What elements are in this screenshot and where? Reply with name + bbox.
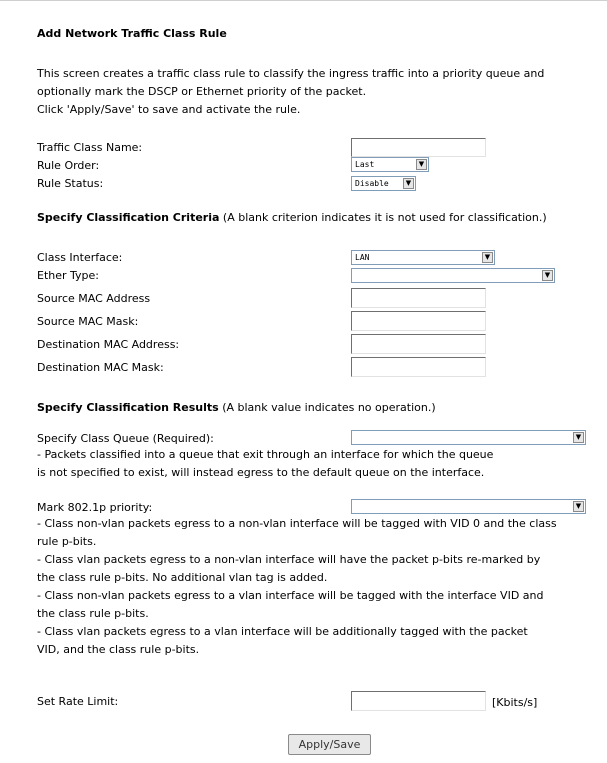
rate-limit-label: Set Rate Limit: [37, 695, 119, 708]
intro-text [37, 65, 597, 119]
priority-note-line: VID, and the class rule p-bits. [37, 643, 200, 656]
class-interface-select[interactable] [351, 250, 495, 265]
dest-mac-mask-label: Destination MAC Mask: [37, 361, 164, 374]
chevron-down-icon[interactable]: ▼ [542, 270, 553, 281]
source-mac-input[interactable] [351, 288, 486, 308]
priority-note-line: - Class non-vlan packets egress to a non-vlan interface will be tagged with VID 0 and the class [37, 517, 557, 530]
priority-note-line: - Class vlan packets egress to a non-vlan interface will have the packet p-bits re-marked by [37, 553, 541, 566]
criteria-header [37, 211, 547, 225]
criteria-note: (A blank criterion indicates it is not used for classification.) [222, 211, 547, 224]
results-note: (A blank value indicates no operation.) [222, 401, 436, 414]
results-heading: Specify Classification Results [37, 401, 219, 414]
chevron-down-icon[interactable]: ▼ [482, 252, 493, 263]
rule-order-select[interactable] [351, 157, 429, 172]
apply-save-button[interactable]: Apply/Save [288, 734, 371, 755]
intro-line-2: optionally mark the DSCP or Ethernet priority of the packet. [37, 85, 367, 98]
rule-order-label: Rule Order: [37, 159, 100, 172]
traffic-class-name-label: Traffic Class Name: [37, 141, 143, 154]
results-header [37, 401, 436, 415]
ether-type-select[interactable] [351, 268, 555, 283]
source-mac-mask-input[interactable] [351, 311, 486, 331]
class-interface-label: Class Interface: [37, 251, 123, 264]
intro-line-3: Click 'Apply/Save' to save and activate the rule. [37, 103, 301, 116]
chevron-down-icon[interactable]: ▼ [573, 432, 584, 443]
chevron-down-icon[interactable]: ▼ [403, 178, 414, 189]
top-border [0, 0, 607, 1]
chevron-down-icon[interactable]: ▼ [573, 501, 584, 512]
traffic-class-name-input[interactable] [351, 138, 486, 157]
ether-type-label: Ether Type: [37, 269, 99, 282]
priority-notes [37, 515, 597, 659]
intro-line-1: This screen creates a traffic class rule to classify the ingress traffic into a priority queue and [37, 67, 545, 80]
priority-note-line: - Class non-vlan packets egress to a vlan interface will be tagged with the interface VID and [37, 589, 544, 602]
priority-note-line: the class rule p-bits. No additional vlan tag is added. [37, 571, 328, 584]
rate-unit: [Kbits/s] [492, 696, 538, 709]
dest-mac-input[interactable] [351, 334, 486, 354]
priority-label: Mark 802.1p priority: [37, 501, 153, 514]
rule-order-value: Last [355, 160, 375, 169]
dest-mac-label: Destination MAC Address: [37, 338, 180, 351]
dest-mac-mask-input[interactable] [351, 357, 486, 377]
priority-select[interactable] [351, 499, 586, 514]
queue-note-line-2: is not specified to exist, will instead egress to the default queue on the interface. [37, 466, 485, 479]
criteria-heading: Specify Classification Criteria [37, 211, 220, 224]
class-queue-select[interactable] [351, 430, 586, 445]
priority-note-line: the class rule p-bits. [37, 607, 149, 620]
priority-note-line: - Class vlan packets egress to a vlan interface will be additionally tagged with the packet [37, 625, 528, 638]
queue-note [37, 446, 597, 482]
rule-status-select[interactable] [351, 176, 416, 191]
source-mac-mask-label: Source MAC Mask: [37, 315, 139, 328]
class-interface-value: LAN [355, 253, 370, 262]
rate-limit-input[interactable] [351, 691, 486, 711]
priority-note-line: rule p-bits. [37, 535, 97, 548]
class-queue-label: Specify Class Queue (Required): [37, 432, 214, 445]
source-mac-label: Source MAC Address [37, 292, 151, 305]
rule-status-value: Disable [355, 179, 389, 188]
rule-status-label: Rule Status: [37, 177, 104, 190]
chevron-down-icon[interactable]: ▼ [416, 159, 427, 170]
queue-note-line-1: - Packets classified into a queue that exit through an interface for which the queue [37, 448, 494, 461]
page-title: Add Network Traffic Class Rule [37, 27, 227, 40]
